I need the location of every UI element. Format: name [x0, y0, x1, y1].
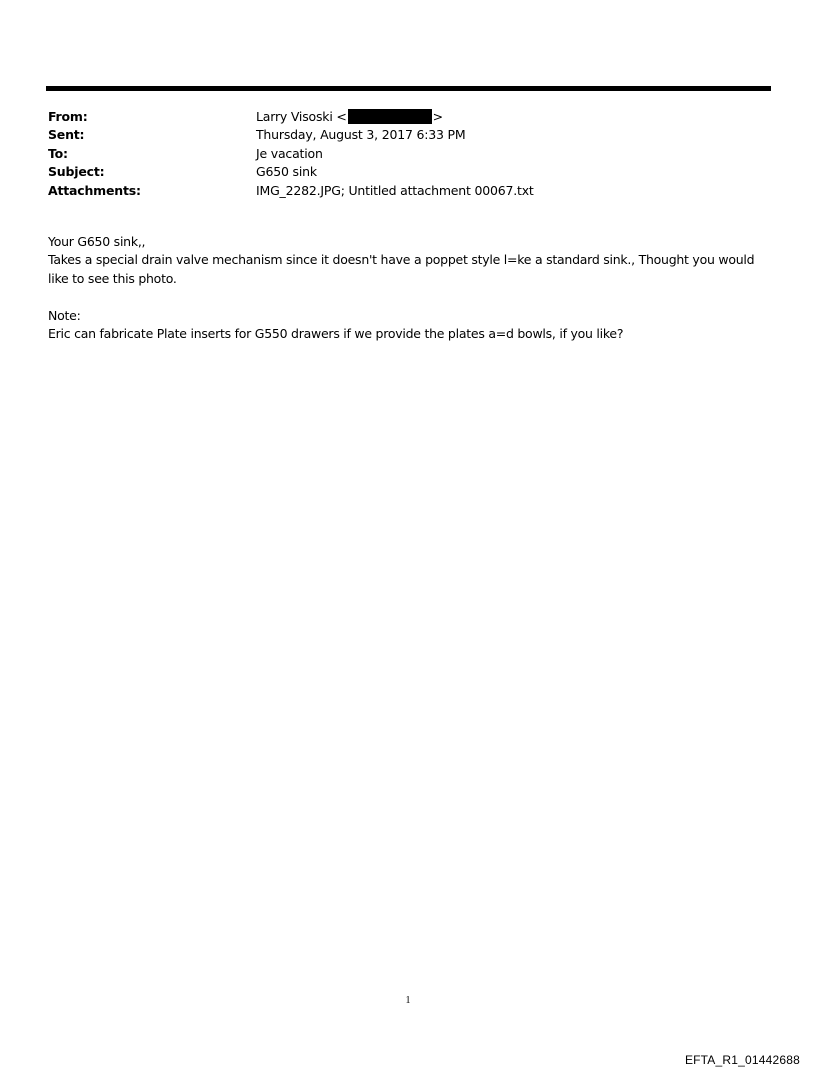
subject-row [48, 163, 768, 182]
attachments-row [48, 181, 768, 200]
email-body [48, 233, 770, 343]
paragraph-spacer [48, 288, 770, 306]
body-greeting: Your G650 sink,, [48, 234, 146, 249]
email-header [48, 107, 768, 200]
to-label: To: [48, 145, 68, 161]
body-paragraph: Takes a special drain valve mechanism since it doesn't have a poppet style l=ke a standard sink., Thought you would like to see this photo. [48, 252, 755, 286]
sent-label: Sent: [48, 127, 85, 143]
sent-value: Thursday, August 3, 2017 6:33 PM [256, 127, 466, 143]
page-number: 1 [405, 995, 411, 1006]
subject-value: G650 sink [256, 164, 317, 180]
header-divider [46, 86, 771, 91]
redacted-email-block [348, 109, 432, 124]
from-email-close: > [432, 108, 443, 124]
note-text: Eric can fabricate Plate inserts for G550 drawers if we provide the plates a=d bowls, if you like? [48, 326, 624, 342]
attachments-value: IMG_2282.JPG; Untitled attachment 00067.txt [256, 182, 534, 198]
note-label: Note: [48, 307, 81, 323]
document-id: EFTA_R1_01442688 [684, 1053, 800, 1067]
from-value [256, 109, 443, 124]
to-row [48, 144, 768, 163]
subject-label: Subject: [48, 164, 105, 180]
from-sender-name: Larry Visoski < [256, 108, 347, 124]
sent-row [48, 126, 768, 145]
from-row [48, 107, 768, 126]
to-value: Je vacation [256, 145, 323, 161]
from-label: From: [48, 108, 88, 124]
attachments-label: Attachments: [48, 182, 141, 198]
